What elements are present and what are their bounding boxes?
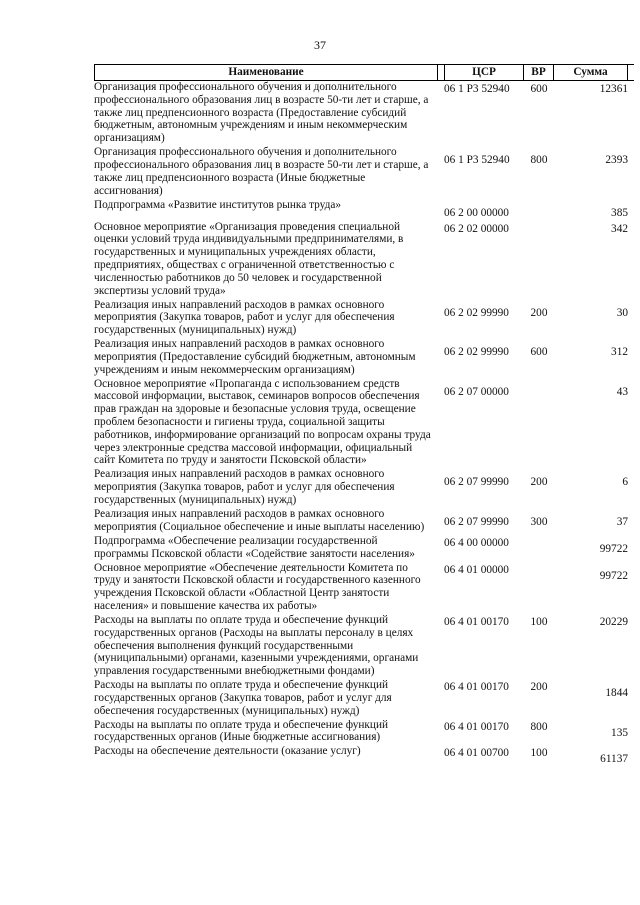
row-name: Реализация иных направлений расходов в рамках основного мероприятия (Социальное обеспечение и иные выплаты населению) xyxy=(94,508,425,533)
row-csr: 06 4 01 00170 xyxy=(444,720,509,733)
row-csr: 06 4 00 00000 xyxy=(444,536,509,549)
row-csr: 06 2 07 99990 xyxy=(444,476,509,489)
row-vr: 100 xyxy=(530,615,548,628)
table-row xyxy=(94,745,634,766)
table-row xyxy=(94,378,634,468)
row-csr: 06 1 P3 52940 xyxy=(444,154,510,167)
row-sum: 342 xyxy=(611,222,628,235)
row-csr: 06 4 01 00170 xyxy=(444,615,509,628)
table-row xyxy=(94,535,634,561)
row-sum: 37 xyxy=(616,516,628,528)
row-vr: 300 xyxy=(530,516,548,528)
row-csr: 06 1 P3 52940 xyxy=(444,83,510,95)
page-number: 37 xyxy=(314,38,326,52)
header-sum: Сумма xyxy=(554,65,628,80)
row-csr: 06 4 01 00000 xyxy=(444,563,509,576)
row-csr: 06 2 00 00000 xyxy=(444,206,509,219)
row-name: Основное мероприятие «Обеспечение деятельности Комитета по труду и занятости Псковской области и государственного казенного учреждения Псковской области «Областной Центр занятости населения» и повышение качества их работы» xyxy=(94,561,421,612)
row-sum: 312 xyxy=(611,346,628,359)
row-csr: 06 4 01 00700 xyxy=(444,747,509,760)
row-csr: 06 2 07 99990 xyxy=(444,516,509,528)
table-row xyxy=(94,679,634,717)
table-row xyxy=(94,562,634,613)
row-csr: 06 4 01 00170 xyxy=(444,681,509,694)
row-csr: 06 2 02 99990 xyxy=(444,306,509,319)
row-name: Основное мероприятие «Организация проведения специальной оценки условий труда индивидуальными предпринимателями, в государственных и муниципальных учреждениях области, предприятиях, обществах с ограниченной ответственностью с численностью работников до 50 человек и государственной экспертизы условий труда» xyxy=(94,220,404,297)
row-sum: 30 xyxy=(616,306,628,319)
table-row xyxy=(94,146,634,197)
row-csr: 06 2 07 00000 xyxy=(444,385,509,398)
header-vr: ВР xyxy=(524,65,554,80)
table-row xyxy=(94,199,634,220)
row-name: Реализация иных направлений расходов в рамках основного мероприятия (Предоставление субсидий бюджетным, автономным учреждениям и иным некоммерческим организациям) xyxy=(94,338,416,376)
table-row xyxy=(94,81,634,145)
row-sum: 99722 xyxy=(599,569,628,582)
row-name: Организация профессионального обучения и дополнительного профессионального образования лиц в возрасте 50-ти лет и старше, а также лиц предпенсионного возраста (Предоставление субсидий бюджетным, автономным учреждениям и иным некоммерческим организациям) xyxy=(94,81,429,145)
header-name: Наименование xyxy=(94,65,438,80)
row-vr xyxy=(524,378,554,468)
row-name: Расходы на обеспечение деятельности (оказание услуг) xyxy=(94,745,361,758)
row-sum: 2393 xyxy=(605,154,628,167)
table-row xyxy=(94,221,634,298)
row-sum: 12361 xyxy=(599,83,628,95)
row-vr xyxy=(524,535,554,561)
row-vr: 100 xyxy=(530,747,548,760)
row-sum: 135 xyxy=(611,726,628,739)
row-vr xyxy=(524,199,554,220)
row-name: Расходы на выплаты по оплате труда и обеспечение функций государственных органов (Закупка товаров, работ и услуг для обеспечения государственных (муниципальных) нужд) xyxy=(94,679,392,717)
row-name: Реализация иных направлений расходов в рамках основного мероприятия (Закупка товаров, работ и услуг для обеспечения государственных (муниципальных) нужд) xyxy=(94,468,395,507)
row-name: Подпрограмма «Развитие институтов рынка труда» xyxy=(94,198,342,211)
table-row xyxy=(94,508,634,534)
row-vr xyxy=(524,221,554,298)
row-vr: 800 xyxy=(530,720,548,733)
row-name: Организация профессионального обучения и дополнительного профессионального образования лиц в возрасте 50-ти лет и старше, а также лиц предпенсионного возраста (Иные бюджетные ассигнования) xyxy=(94,146,429,197)
row-vr: 200 xyxy=(530,681,548,694)
row-sum: 61137 xyxy=(600,753,628,766)
row-name: Расходы на выплаты по оплате труда и обеспечение функций государственных органов (Расходы на выплаты персоналу в целях обеспечения выполнения функций государственными (муниципальными) органами, казенными учреждениями, органами управления государственными внебюджетными фондами) xyxy=(94,613,419,678)
row-sum: 20229 xyxy=(599,615,628,628)
header-csr: ЦСР xyxy=(444,65,524,80)
row-vr xyxy=(524,562,554,613)
row-sum: 1844 xyxy=(605,687,628,700)
table-row xyxy=(94,338,634,376)
row-vr: 200 xyxy=(530,306,548,319)
row-vr: 200 xyxy=(530,476,548,489)
row-vr: 600 xyxy=(530,346,548,359)
row-csr: 06 2 02 99990 xyxy=(444,346,509,359)
row-name: Реализация иных направлений расходов в рамках основного мероприятия (Закупка товаров, работ и услуг для обеспечения государственных (муниципальных) нужд) xyxy=(94,298,395,337)
table-row xyxy=(94,468,634,506)
table-header xyxy=(94,64,634,81)
table-row xyxy=(94,719,634,745)
budget-table xyxy=(94,64,634,767)
row-sum: 385 xyxy=(611,206,628,219)
row-vr: 800 xyxy=(530,154,548,167)
row-sum: 6 xyxy=(622,476,628,489)
row-name: Расходы на выплаты по оплате труда и обеспечение функций государственных органов (Иные бюджетные ассигнования) xyxy=(94,718,389,744)
row-vr: 600 xyxy=(530,83,548,95)
table-row xyxy=(94,299,634,337)
row-name: Основное мероприятие «Пропаганда с использованием средств массовой информации, выставок, семинаров вопросов обеспечения прав граждан на здоровые и безопасные условия труда, освещение проблем безопасности и гигиены труда, социальной защиты работников, информирование организаций по вопросам охраны труда через электронные средства массовой информации, официальный сайт Комитета по труду и занятости Псковской области» xyxy=(94,377,431,467)
table-row xyxy=(94,614,634,678)
row-sum: 99722 xyxy=(599,542,628,555)
row-sum: 43 xyxy=(616,385,628,398)
row-name: Подпрограмма «Обеспечение реализации государственной программы Псковской области «Содействие занятости населения» xyxy=(94,534,415,560)
row-csr: 06 2 02 00000 xyxy=(444,222,509,235)
